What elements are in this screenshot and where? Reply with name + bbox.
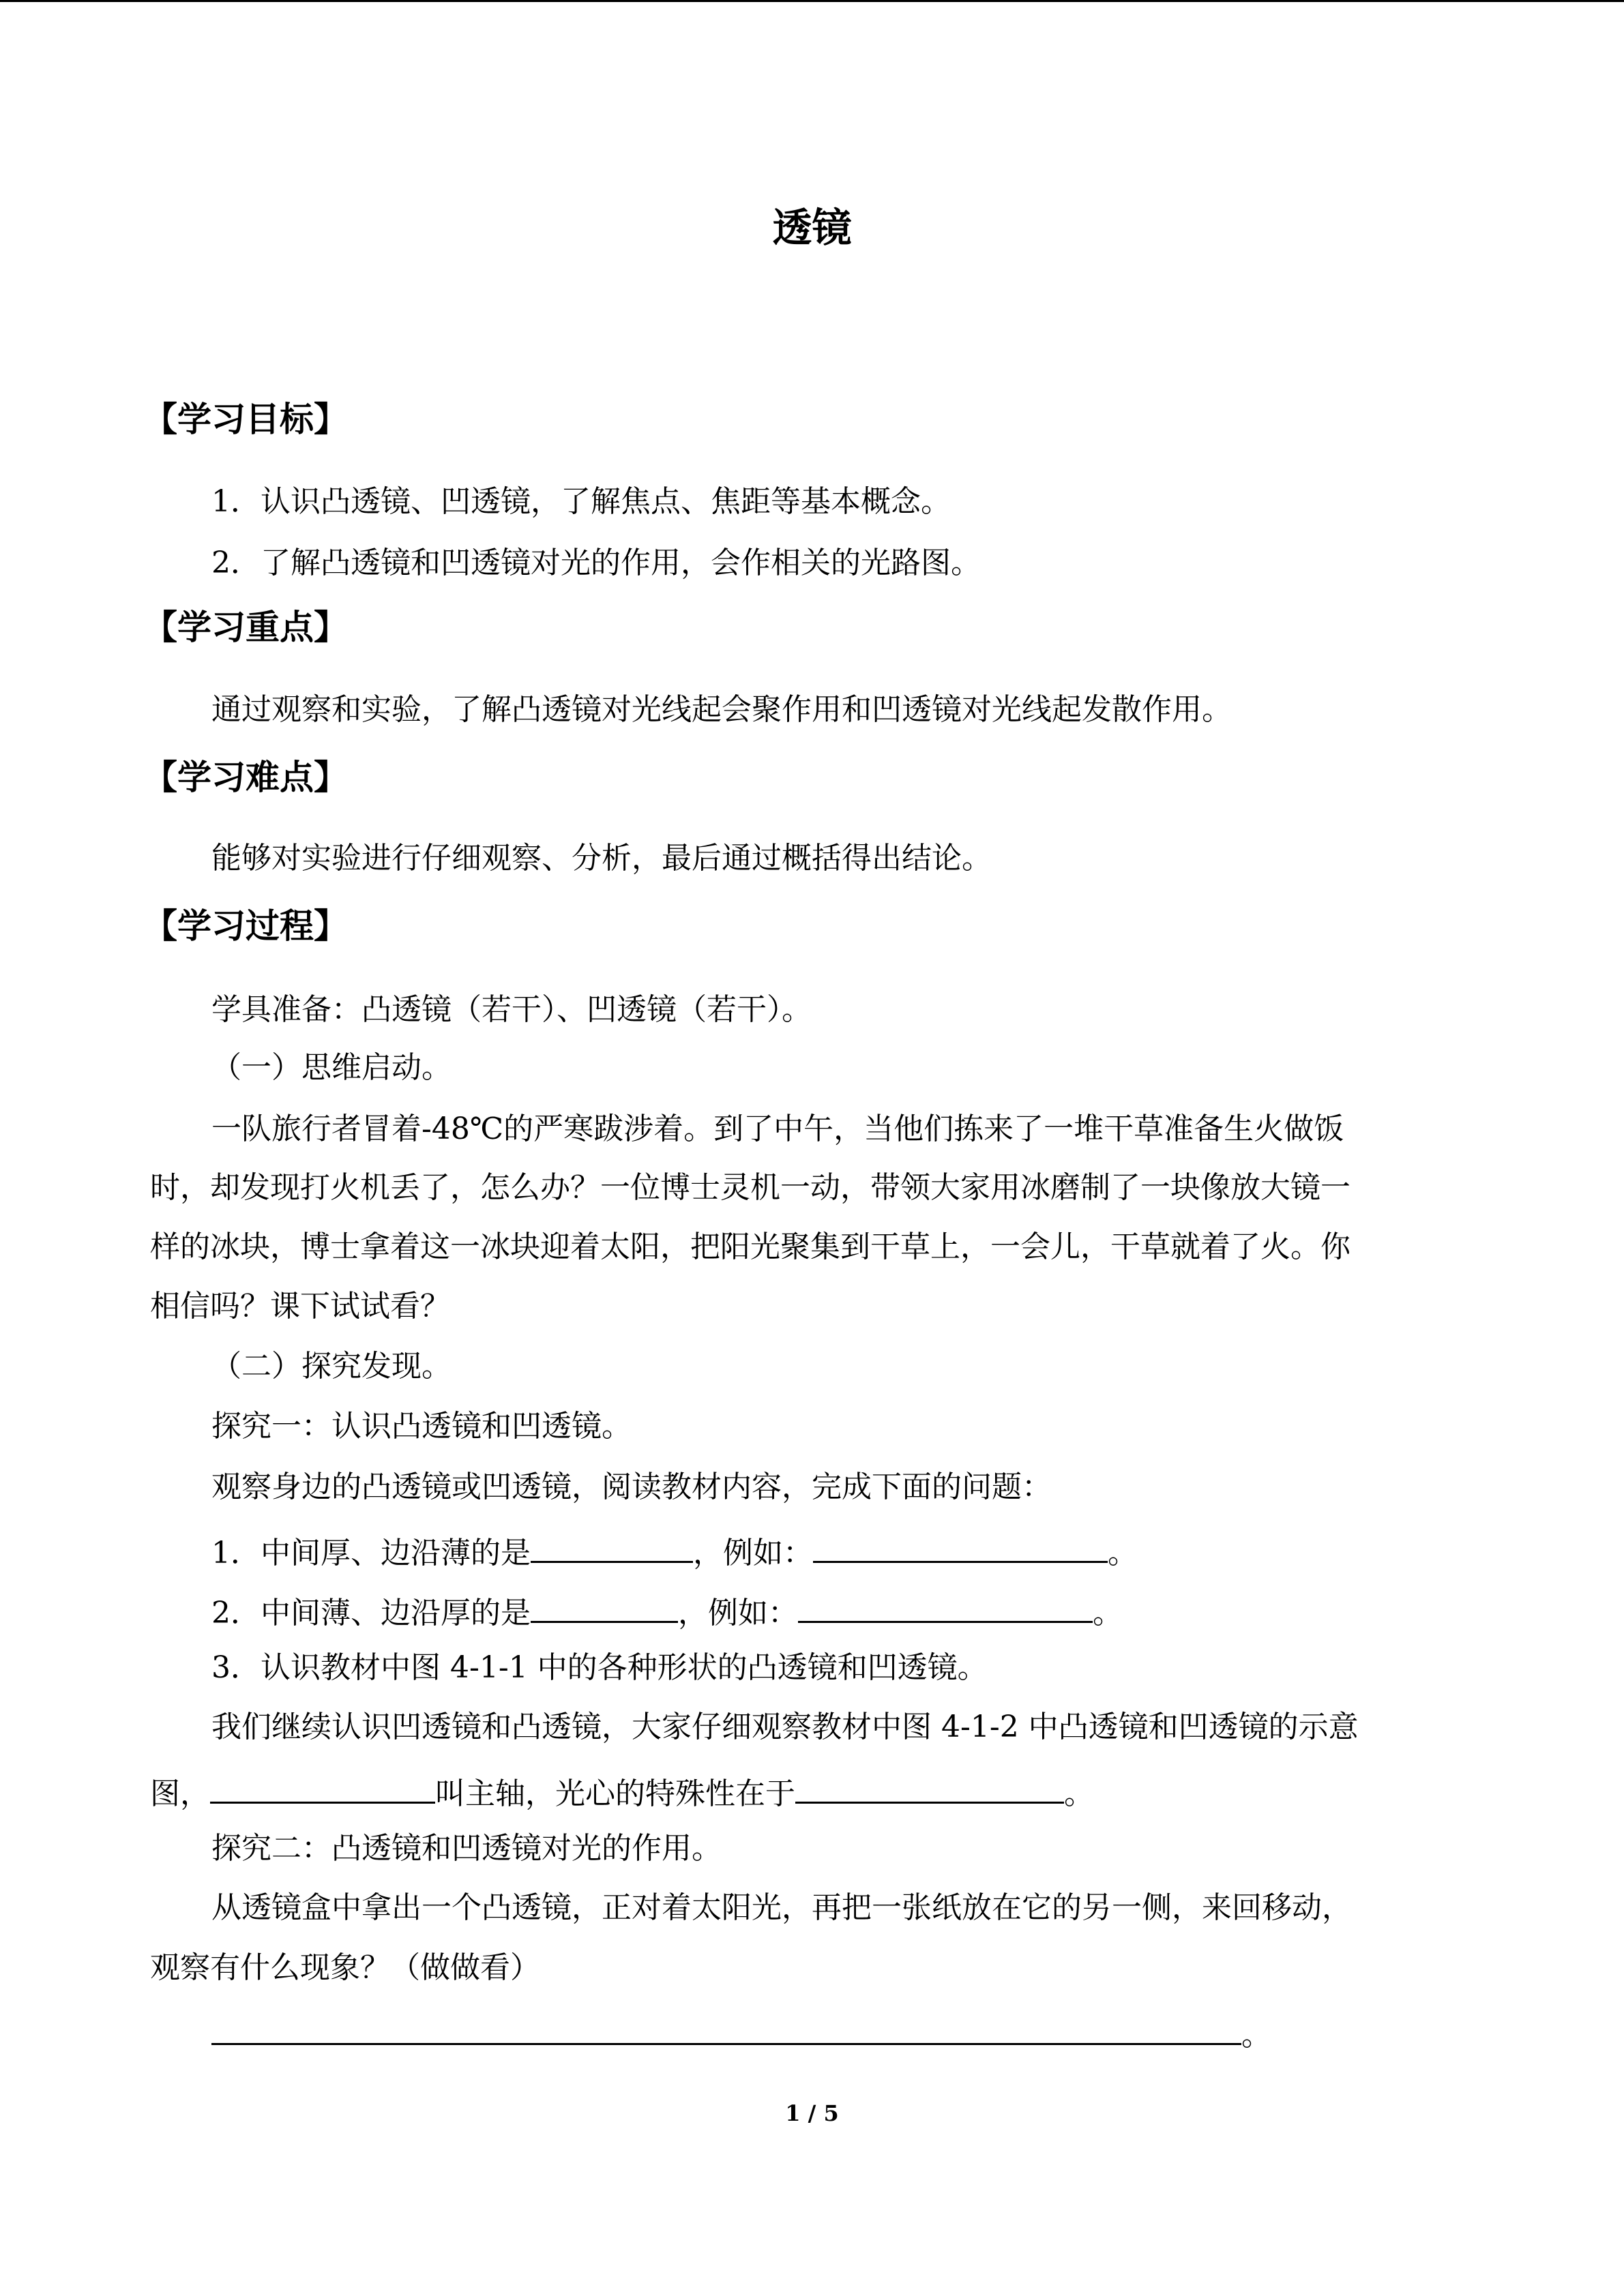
story-line-4: 相信吗？课下试试看？ xyxy=(150,1289,450,1324)
answer-row xyxy=(211,2012,1271,2054)
question-1 xyxy=(211,1530,1138,1572)
story-line-3: 样的冰块，博士拿着这一冰块迎着太阳，把阳光聚集到干草上，一会儿，干草就着了火。你 xyxy=(150,1229,1350,1264)
part2-title: （二）探究发现。 xyxy=(211,1349,452,1384)
question-2-example-blank[interactable] xyxy=(798,1590,1093,1623)
page-title: 透镜 xyxy=(772,205,852,251)
page-top-border xyxy=(0,0,1624,2)
heading-difficulties: 【学习难点】 xyxy=(143,758,348,797)
axis-line-2-end: 。 xyxy=(1064,1776,1094,1812)
question-2 xyxy=(211,1590,1123,1632)
explore2-line-2: 观察有什么现象？（做做看） xyxy=(150,1950,540,1985)
axis-line-2 xyxy=(150,1770,1094,1813)
observation-answer-blank[interactable] xyxy=(211,2012,1241,2045)
question-3: 3．认识教材中图 4-1-1 中的各种形状的凸透镜和凹透镜。 xyxy=(211,1650,988,1685)
heading-key-points: 【学习重点】 xyxy=(143,608,348,647)
explore2-line-1: 从透镜盒中拿出一个凸透镜，正对着太阳光，再把一张纸放在它的另一侧，来回移动， xyxy=(211,1890,1352,1925)
answer-end: 。 xyxy=(1241,2018,1271,2053)
story-line-1: 一队旅行者冒着-48℃的严寒跋涉着。到了中午，当他们拣来了一堆干草准备生火做饭 xyxy=(211,1112,1344,1146)
question-1-lens-blank[interactable] xyxy=(531,1530,693,1563)
optical-center-blank[interactable] xyxy=(795,1770,1064,1804)
principal-axis-blank[interactable] xyxy=(210,1770,435,1804)
page-number: 1 / 5 xyxy=(785,2100,839,2126)
heading-process: 【学习过程】 xyxy=(143,906,348,946)
question-1-prefix: 1．中间厚、边沿薄的是 xyxy=(211,1536,531,1571)
objective-item-2: 2．了解凸透镜和凹透镜对光的作用，会作相关的光路图。 xyxy=(211,546,981,580)
explore2-title: 探究二：凸透镜和凹透镜对光的作用。 xyxy=(211,1831,722,1866)
heading-objectives: 【学习目标】 xyxy=(143,400,348,439)
tools-prep: 学具准备：凸透镜（若干）、凹透镜（若干）。 xyxy=(211,992,812,1027)
question-1-example-blank[interactable] xyxy=(813,1530,1108,1563)
question-2-end: 。 xyxy=(1093,1596,1123,1631)
axis-line-2-middle: 叫主轴，光心的特殊性在于 xyxy=(435,1776,795,1812)
question-2-example-label: ，例如： xyxy=(678,1596,798,1631)
question-1-end: 。 xyxy=(1108,1536,1138,1571)
axis-line-1: 我们继续认识凹透镜和凸透镜，大家仔细观察教材中图 4-1-2 中凸透镜和凹透镜的示意 xyxy=(211,1710,1359,1744)
part1-title: （一）思维启动。 xyxy=(211,1050,452,1085)
key-points-text: 通过观察和实验，了解凸透镜对光线起会聚作用和凹透镜对光线起发散作用。 xyxy=(211,692,1232,727)
question-1-example-label: ，例如： xyxy=(693,1536,813,1571)
difficulties-text: 能够对实验进行仔细观察、分析，最后通过概括得出结论。 xyxy=(211,841,992,876)
objective-item-1: 1．认识凸透镜、凹透镜，了解焦点、焦距等基本概念。 xyxy=(211,484,951,519)
question-2-prefix: 2．中间薄、边沿厚的是 xyxy=(211,1596,531,1631)
question-2-lens-blank[interactable] xyxy=(531,1590,678,1623)
explore1-intro: 观察身边的凸透镜或凹透镜，阅读教材内容，完成下面的问题： xyxy=(211,1470,1052,1504)
axis-line-2-prefix: 图， xyxy=(150,1776,210,1812)
explore1-title: 探究一：认识凸透镜和凹透镜。 xyxy=(211,1409,632,1444)
story-line-2: 时，却发现打火机丢了，怎么办？一位博士灵机一动，带领大家用冰磨制了一块像放大镜一 xyxy=(150,1170,1350,1205)
